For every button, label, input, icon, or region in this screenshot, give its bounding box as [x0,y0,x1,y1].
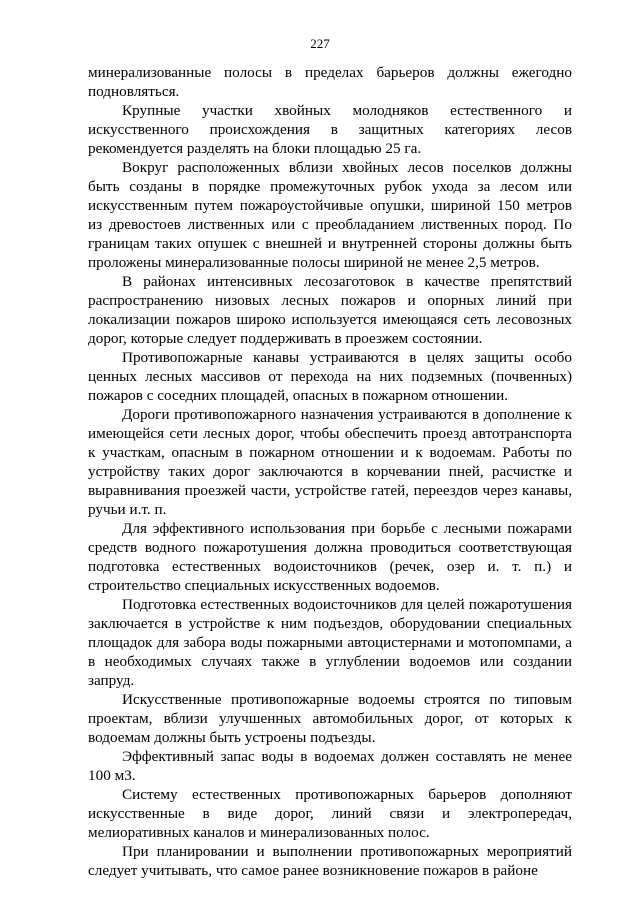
paragraph: Систему естественных противопожарных барьеров дополняют искусственные в виде дорог, линий связи и электропередач, мелиоративных каналов и минерализованных полос. [88,786,572,841]
paragraph-continuation: минерализованные полосы в пределах барьеров должны ежегодно подновляться. [88,64,572,100]
paragraph: Для эффективного использования при борьбе с лесными пожарами средств водного пожаротушения должна проводиться соответствующая подготовка естественных водоисточников (речек, озер и. т. п.) и строительство специальных искусственных водоемов. [88,520,572,594]
paragraph: Крупные участки хвойных молодняков естественного и искусственного происхождения в защитных категориях лесов рекомендуется разделять на блоки площадью 25 га. [88,102,572,157]
paragraph: Искусственные противопожарные водоемы строятся по типовым проектам, вблизи улучшенных автомобильных дорог, от которых к водоемам должны быть устроены подъезды. [88,691,572,746]
paragraph: Противопожарные канавы устраиваются в целях защиты особо ценных лесных массивов от перехода на них подземных (почвенных) пожаров с соседних площадей, опасных в пожарном отношении. [88,349,572,404]
paragraph: В районах интенсивных лесозаготовок в качестве препятствий распространению низовых лесных пожаров и опорных линий при локализации пожаров широко используется имеющаяся сеть лесовозных дорог, которые следует поддерживать в проезжем состоянии. [88,273,572,347]
paragraph: При планировании и выполнении противопожарных мероприятий следует учитывать, что самое ранее возникновение пожаров в районе [88,843,572,879]
document-body [88,63,572,880]
paragraph: Вокруг расположенных вблизи хвойных лесов поселков должны быть созданы в порядке промежуточных рубок ухода за лесом или искусственным путем пожароустойчивые опушки, шириной 150 метров из древостоев лиственных или с преобладанием лиственных пород. По границам таких опушек с внешней и внутренней стороны должны быть проложены минерализованные полосы шириной не менее 2,5 метров. [88,159,572,271]
paragraph: Дороги противопожарного назначения устраиваются в дополнение к имеющейся сети лесных дорог, чтобы обеспечить проезд автотранспорта к участкам, опасным в пожарном отношении и к водоемам. Работы по устройству таких дорог заключаются в корчевании пней, расчистке и выравнивания проезжей части, устройстве гатей, переездов через канавы, ручьи и.т. п. [88,406,572,518]
page-number: 227 [310,36,330,51]
paragraph: Эффективный запас воды в водоемах должен составлять не менее 100 м3. [88,748,572,784]
paragraph: Подготовка естественных водоисточников для целей пожаротушения заключается в устройстве к ним подъездов, оборудовании специальных площадок для забора воды пожарными автоцистернами и мотопомпами, а в необходимых случаях также в углублении водоемов или создании запруд. [88,596,572,689]
